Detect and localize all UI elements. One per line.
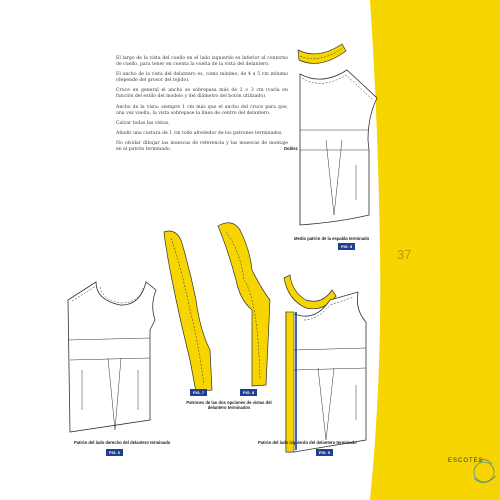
fig8-badge: FIG. 8: [240, 389, 257, 396]
fig7-badge: FIG. 7: [190, 389, 207, 396]
paragraph-5: Calcar todas las vistas.: [116, 120, 170, 126]
fig9-badge: FIG. 9: [316, 449, 333, 456]
front-facing-option-1: [164, 231, 212, 392]
paragraph-2: El ancho de la vista del delantero es, como mínimo, de 4 a 5 cm mínimo (depende del grosor del tejido).: [116, 72, 288, 84]
page-number: 37: [397, 247, 412, 262]
fold-label: Doblez: [284, 146, 298, 151]
chapter-footer: ESCOTES: [448, 458, 484, 464]
paragraph-6: Añadir una costura de 1 cm todo alrededor de los patrones terminados.: [116, 130, 283, 136]
back-pattern-caption: Medio patrón de la espalda terminado: [294, 236, 370, 241]
left-front-caption: Patrón del lado izquierdo del delantero terminado: [258, 440, 357, 445]
right-front-pattern: [68, 282, 156, 432]
left-front-pattern: [286, 292, 366, 452]
back-pattern: [300, 70, 377, 225]
fig5-badge: FIG. 5: [338, 243, 355, 250]
right-front-caption: Patrón del lado derecho del delantero terminado: [74, 440, 171, 445]
back-neck-facing: [298, 44, 346, 63]
fig6-badge: FIG. 6: [106, 449, 123, 456]
front-facing-option-2: [218, 223, 270, 386]
paragraph-4: Ancho de la vista: siempre 1 cm más que el ancho del cruce para que, una vez vuelta, la vista sobrepase la línea de centro del delantero.: [116, 104, 288, 116]
paragraph-3: Cruce en general el ancho se sobrepasa más de 2 o 3 cm (varía en función del estilo del modelo y del diámetro del botón utilizado).: [116, 88, 288, 100]
paragraph-1: El largo de la vista del cuello en el lado izquierdo es inferior al contorno de cuello, para tener en cuenta la vuelta de la vista del delantero.: [116, 56, 288, 68]
facings-caption: Patrones de las dos opciones de vistas del delantero terminados: [186, 400, 272, 410]
paragraph-7: No olvidar dibujar las muescas de referencia y las muescas de montaje en el patrón terminado.: [116, 140, 288, 153]
